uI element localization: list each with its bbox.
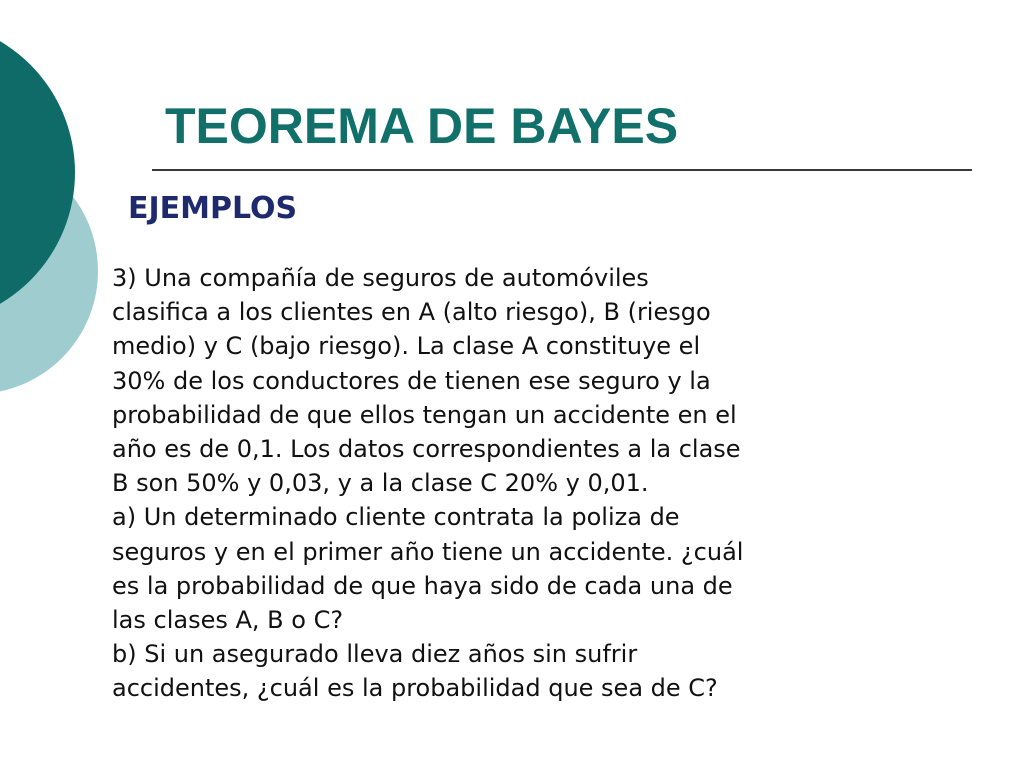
body-line: 30% de los conductores de tienen ese seguro y la — [112, 366, 711, 395]
body-line: año es de 0,1. Los datos correspondientes a la clase — [112, 435, 741, 464]
body-line: clasifica a los clientes en A (alto riesgo), B (riesgo — [112, 298, 711, 327]
body-line: probabilidad de que ellos tengan un accidente en el — [112, 400, 737, 429]
body-line: b) Si un asegurado lleva diez años sin sufrir — [112, 640, 638, 669]
body-line: es la probabilidad de que haya sido de cada una de — [112, 571, 733, 600]
title-divider — [152, 169, 972, 171]
body-text — [112, 261, 882, 706]
body-line: B son 50% y 0,03, y a la clase C 20% y 0,01. — [112, 469, 649, 498]
slide-title: TEOREMA DE BAYES — [165, 98, 679, 154]
body-line: accidentes, ¿cuál es la probabilidad que sea de C? — [112, 674, 718, 703]
body-line: las clases A, B o C? — [112, 606, 344, 635]
body-line: a) Un determinado cliente contrata la poliza de — [112, 503, 680, 532]
body-line: 3) Una compañía de seguros de automóviles — [112, 264, 649, 292]
body-line: seguros y en el primer año tiene un accidente. ¿cuál — [112, 537, 744, 566]
slide-subtitle: EJEMPLOS — [128, 191, 298, 226]
body-line: medio) y C (bajo riesgo). La clase A constituye el — [112, 332, 701, 361]
